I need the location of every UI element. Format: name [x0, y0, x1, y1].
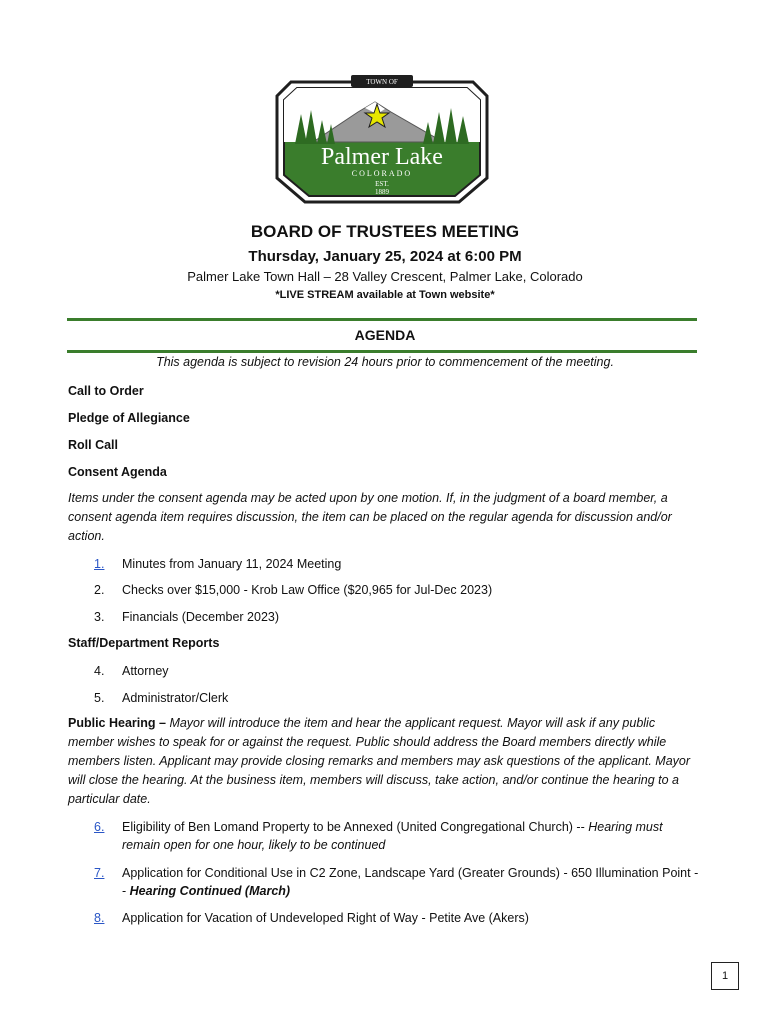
meeting-title: BOARD OF TRUSTEES MEETING	[250, 222, 520, 241]
section-consent-agenda: Consent Agenda	[68, 465, 167, 479]
agenda-revision-note: This agenda is subject to revision 24 hours prior to commencement of the meeting.	[156, 355, 614, 369]
item-text: Application for Conditional Use in C2 Zone, Landscape Yard (Greater Grounds) - 650 Illumination Point -- Hearing Continued (March)	[122, 866, 699, 898]
logo-est: EST.	[375, 180, 389, 188]
logo-year: 1889	[375, 188, 389, 196]
agenda-heading: AGENDA	[354, 327, 416, 343]
item-number: 4.	[94, 664, 105, 678]
item-text: Minutes from January 11, 2024 Meeting	[122, 557, 342, 571]
live-stream-note: *LIVE STREAM available at Town website*	[275, 289, 495, 301]
item-italic-note: Hearing must remain open for one hour, likely to be continued	[122, 820, 663, 852]
item-link[interactable]: 8.	[94, 911, 105, 925]
item-text: Application for Vacation of Undeveloped Right of Way - Petite Ave (Akers)	[122, 911, 529, 925]
section-staff-reports: Staff/Department Reports	[68, 636, 220, 650]
logo-state: COLORADO	[351, 169, 413, 178]
consent-agenda-note: Items under the consent agenda may be acted upon by one motion. If, in the judgment of a board member, a consent agenda item requires discussion, the item can be placed on the regular agenda for discussion and/or action.	[68, 491, 672, 543]
logo-banner-text: TOWN OF	[366, 78, 398, 86]
public-hearing-note	[68, 714, 700, 809]
palmer-lake-logo	[273, 72, 491, 206]
item-text: Attorney	[122, 664, 169, 678]
item-bold-note: Hearing Continued (March)	[129, 884, 291, 898]
page-number: 1	[711, 962, 739, 990]
item-text: Checks over $15,000 - Krob Law Office ($20,965 for Jul-Dec 2023)	[122, 583, 493, 597]
section-pledge: Pledge of Allegiance	[68, 411, 190, 425]
divider-bottom	[67, 350, 697, 353]
item-text: Eligibility of Ben Lomand Property to be Annexed (United Congregational Church) -- Hearing must remain open for one hour, likely to be continued	[122, 820, 663, 852]
section-roll-call: Roll Call	[68, 438, 119, 452]
item-link[interactable]: 7.	[94, 866, 105, 880]
meeting-location: Palmer Lake Town Hall – 28 Valley Crescent, Palmer Lake, Colorado	[187, 269, 583, 284]
item-number: 2.	[94, 583, 105, 597]
public-hearing-label: Public Hearing –	[68, 716, 166, 730]
meeting-datetime: Thursday, January 25, 2024 at 6:00 PM	[248, 248, 522, 265]
item-text: Administrator/Clerk	[122, 691, 229, 705]
logo-name: Palmer Lake	[321, 144, 443, 170]
section-call-to-order: Call to Order	[68, 384, 144, 398]
divider-top	[67, 318, 697, 321]
item-text: Financials (December 2023)	[122, 610, 280, 624]
item-number: 3.	[94, 610, 105, 624]
public-hearing-text: Mayor will introduce the item and hear the applicant request. Mayor will ask if any public member wishes to speak for or against the request. Public should address the Board members directly while members listen. Applicant may provide closing remarks and members may ask questions of the applicant. Mayor will close the hearing. At the business item, members will discuss, take action, and/or continue the hearing to a particular date.	[68, 716, 691, 806]
item-number: 5.	[94, 691, 105, 705]
item-link[interactable]: 1.	[94, 557, 105, 571]
item-link[interactable]: 6.	[94, 820, 105, 834]
